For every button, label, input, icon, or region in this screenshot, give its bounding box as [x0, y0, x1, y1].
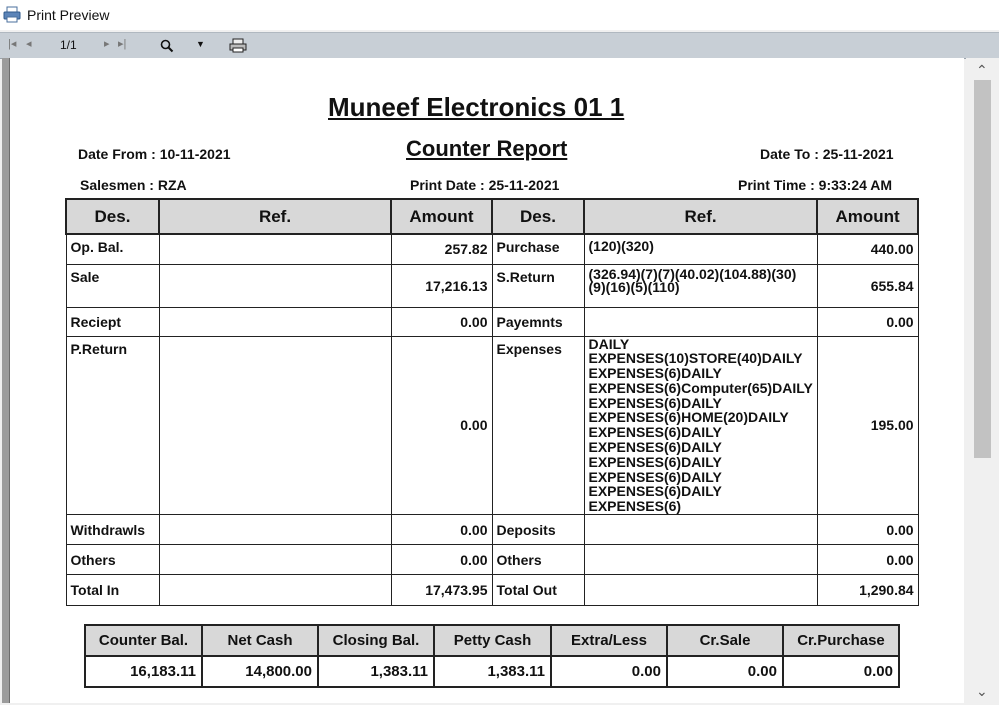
- prev-page-icon[interactable]: ◂: [26, 38, 32, 50]
- scroll-down-icon[interactable]: ⌄: [976, 683, 988, 699]
- out-amount: 0.00: [817, 515, 918, 545]
- out-reference: [584, 545, 817, 575]
- out-description: S.Return: [492, 264, 584, 307]
- table-header-row: [66, 199, 918, 234]
- column-header: Des.: [492, 199, 584, 234]
- out-description: Others: [492, 545, 584, 575]
- table-row: [66, 234, 918, 264]
- in-amount: 257.82: [391, 234, 492, 264]
- in-reference: [159, 234, 391, 264]
- out-reference: (120)(320): [584, 234, 817, 264]
- out-amount: 655.84: [817, 264, 918, 307]
- summary-header-row: [85, 625, 899, 656]
- out-reference: [584, 515, 817, 545]
- in-description: Sale: [66, 264, 159, 307]
- summary-value: 1,383.11: [318, 656, 434, 687]
- table-row: [66, 264, 918, 307]
- column-header: Amount: [391, 199, 492, 234]
- scroll-up-icon[interactable]: ⌃: [976, 62, 988, 78]
- summary-header: Closing Bal.: [318, 625, 434, 656]
- in-reference: [159, 264, 391, 307]
- in-amount: 0.00: [391, 515, 492, 545]
- window-title: Print Preview: [27, 7, 110, 23]
- summary-value: 0.00: [783, 656, 899, 687]
- table-row: [66, 545, 918, 575]
- page-indicator: 1/1: [60, 38, 77, 52]
- in-description: Op. Bal.: [66, 234, 159, 264]
- summary-value: 0.00: [667, 656, 783, 687]
- out-reference: [584, 307, 817, 336]
- printer-icon: [3, 6, 21, 23]
- in-amount: 0.00: [391, 545, 492, 575]
- in-amount: 17,216.13: [391, 264, 492, 307]
- zoom-dropdown-icon[interactable]: ▼: [196, 39, 205, 49]
- summary-header: Extra/Less: [551, 625, 667, 656]
- in-description: Total In: [66, 575, 159, 606]
- print-date: Print Date : 25-11-2021: [410, 177, 560, 193]
- in-amount: 0.00: [391, 307, 492, 336]
- summary-header: Cr.Purchase: [783, 625, 899, 656]
- preview-viewport[interactable]: [2, 58, 964, 703]
- in-amount: 0.00: [391, 336, 492, 515]
- column-header: Amount: [817, 199, 918, 234]
- in-description: Others: [66, 545, 159, 575]
- summary-value: 0.00: [551, 656, 667, 687]
- salesmen: Salesmen : RZA: [80, 177, 187, 193]
- window-titlebar: [0, 0, 999, 30]
- out-amount: 195.00: [817, 336, 918, 515]
- in-reference: [159, 515, 391, 545]
- out-description: Expenses: [492, 336, 584, 515]
- in-description: P.Return: [66, 336, 159, 515]
- first-page-icon[interactable]: |◂: [8, 38, 17, 50]
- summary-table: [84, 624, 900, 688]
- preview-toolbar: [0, 32, 999, 59]
- in-description: Reciept: [66, 307, 159, 336]
- summary-header: Petty Cash: [434, 625, 551, 656]
- in-reference: [159, 336, 391, 515]
- summary-value: 14,800.00: [202, 656, 318, 687]
- in-reference: [159, 545, 391, 575]
- magnifier-icon[interactable]: [160, 39, 174, 53]
- out-reference: (326.94)(7)(7)(40.02)(104.88)(30)(9)(16)(5)(110): [584, 264, 817, 307]
- summary-value: 16,183.11: [85, 656, 202, 687]
- in-reference: [159, 575, 391, 606]
- table-row: [66, 515, 918, 545]
- print-time: Print Time : 9:33:24 AM: [738, 177, 893, 193]
- out-amount: 1,290.84: [817, 575, 918, 606]
- out-reference: DAILY EXPENSES(10)STORE(40)DAILY EXPENSES(6)DAILY EXPENSES(6)Computer(65)DAILY EXPENSES(6)DAILY EXPENSES(6)HOME(20)DAILY EXPENSES(6)DAILY EXPENSES(6)DAILY EXPENSES(6)DAILY EXPENSES(6)DAILY EXPENSES(6)DAILY EXPENSES(6): [584, 336, 817, 515]
- vertical-scrollbar[interactable]: [966, 58, 999, 705]
- column-header: Ref.: [584, 199, 817, 234]
- summary-header: Net Cash: [202, 625, 318, 656]
- out-description: Payemnts: [492, 307, 584, 336]
- column-header: Des.: [66, 199, 159, 234]
- out-amount: 0.00: [817, 545, 918, 575]
- in-reference: [159, 307, 391, 336]
- counter-table: [65, 198, 919, 606]
- summary-value-row: [85, 656, 899, 687]
- out-description: Purchase: [492, 234, 584, 264]
- company-name: Muneef Electronics 01 1: [328, 92, 625, 122]
- out-amount: 440.00: [817, 234, 918, 264]
- summary-value: 1,383.11: [434, 656, 551, 687]
- out-description: Deposits: [492, 515, 584, 545]
- report-page: [9, 58, 964, 703]
- out-reference: [584, 575, 817, 606]
- next-page-icon[interactable]: ▸: [104, 38, 110, 50]
- in-description: Withdrawls: [66, 515, 159, 545]
- table-row: [66, 575, 918, 606]
- scroll-thumb[interactable]: [974, 80, 991, 458]
- out-amount: 0.00: [817, 307, 918, 336]
- summary-header: Cr.Sale: [667, 625, 783, 656]
- summary-header: Counter Bal.: [85, 625, 202, 656]
- table-row: [66, 307, 918, 336]
- in-amount: 17,473.95: [391, 575, 492, 606]
- date-to: Date To : 25-11-2021: [760, 146, 894, 162]
- out-description: Total Out: [492, 575, 584, 606]
- table-row: [66, 336, 918, 515]
- last-page-icon[interactable]: ▸|: [118, 38, 127, 50]
- column-header: Ref.: [159, 199, 391, 234]
- printer-icon[interactable]: [229, 38, 247, 53]
- date-from: Date From : 10-11-2021: [78, 146, 231, 162]
- report-title: Counter Report: [406, 136, 568, 161]
